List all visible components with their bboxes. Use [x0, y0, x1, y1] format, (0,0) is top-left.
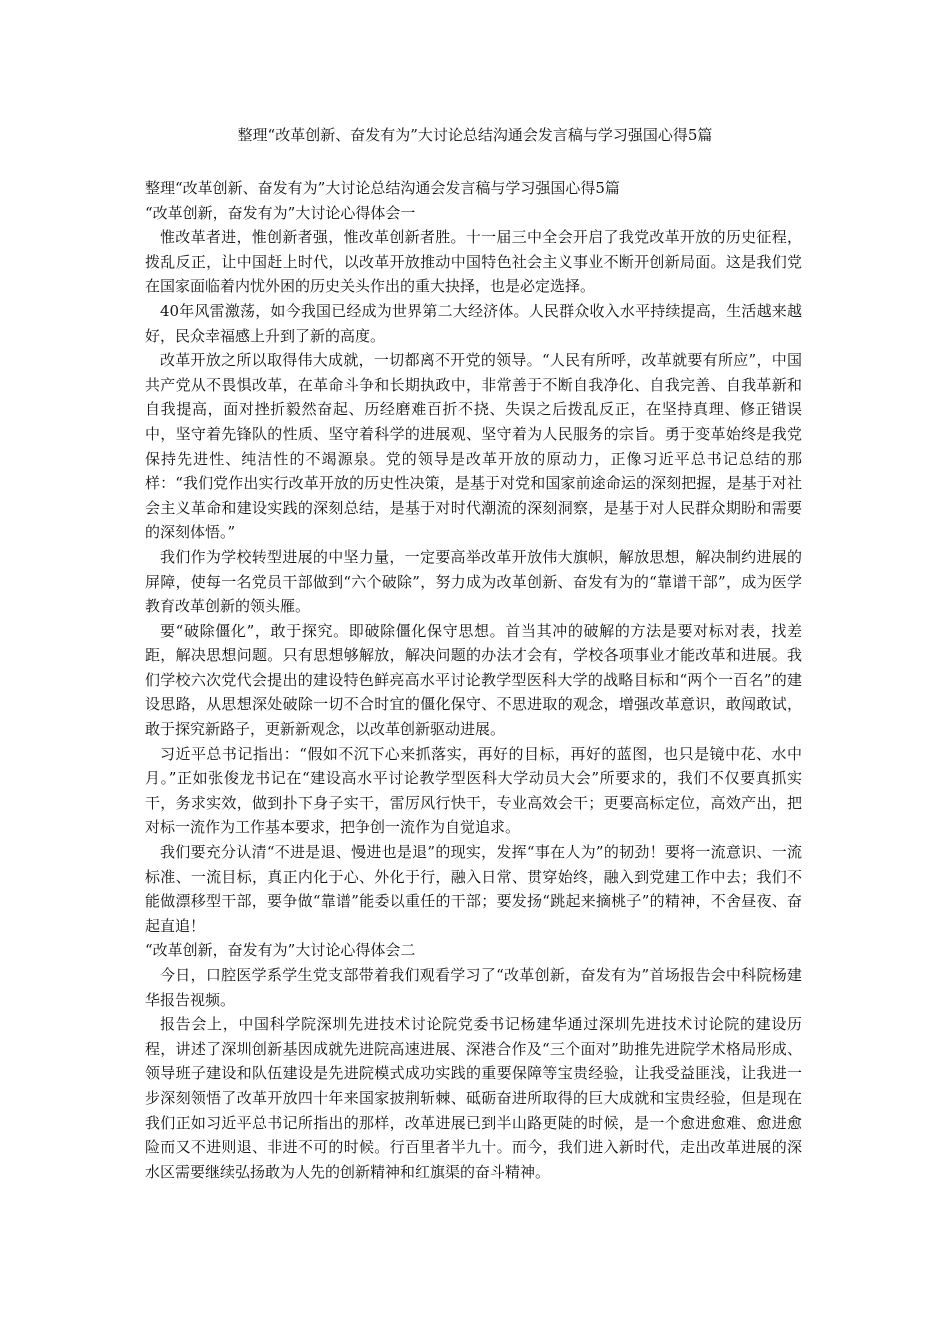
paragraph: 报告会上，中国科学院深圳先进技术讨论院党委书记杨建华通过深圳先进技术讨论院的建设历程，讲述了深圳创新基因成就先进院高速进展、深港合作及“三个面对”助推先进院学术格局形成、领导班子建设和队伍建设是先进院模式成功实践的重要保障等宝贵经验，让我受益匪浅，让我进一步深刻领悟了改革开放四十年来国家披荆斩棘、砥砺奋进所取得的巨大成就和宝贵经验，但是现在我们正如习近平总书记所指出的那样，改革进展已到半山路更陡的时候，是一个愈进愈难、愈进愈险而又不进则退、非进不可的时候。行百里者半九十。而今，我们进入新时代，走出改革进展的深水区需要继续弘扬敢为人先的创新精神和红旗渠的奋斗精神。 [145, 1015, 802, 1181]
paragraph: 习近平总书记指出：“假如不沉下心来抓落实，再好的目标，再好的蓝图，也只是镜中花、水中月。”正如张俊龙书记在“建设高水平讨论教学型医科大学动员大会”所要求的，我们不仅要真抓实干，务求实效，做到扑下身子实干，雷厉风行快干，专业高效会干；更要高标定位，高效产出，把对标一流作为工作基本要求，把争创一流作为自觉追求。 [145, 744, 802, 837]
paragraph: 改革开放之所以取得伟大成就，一切都离不开党的领导。“人民有所呼，改革就要有所应”，中国共产党从不畏惧改革，在革命斗争和长期执政中，非常善于不断自我净化、自我完善、自我革新和自我提高，面对挫折毅然奋起、历经磨难百折不挠、失误之后拨乱反正，在坚持真理、修正错误中，坚守着先锋队的性质、坚守着科学的进展观、坚守着为人民服务的宗旨。勇于变革始终是我党保持先进性、纯洁性的不竭源泉。党的领导是改革开放的原动力，正像习近平总书记总结的那样：“我们党作出实行改革开放的历史性决策，是基于对党和国家前途命运的深刻把握，是基于对社会主义革命和建设实践的深刻总结，是基于对时代潮流的深刻洞察，是基于对人民群众期盼和需要的深刻体悟。” [145, 351, 802, 542]
document-body [145, 176, 802, 1184]
document-subtitle: 整理“改革创新、奋发有为”大讨论总结沟通会发言稿与学习强国心得5篇 [145, 179, 620, 197]
paragraph: 我们作为学校转型进展的中坚力量，一定要高举改革开放伟大旗帜，解放思想，解决制约进展的屏障，使每一名党员干部做到“六个破除”，努力成为改革创新、奋发有为的“靠谱干部”，成为医学教育改革创新的领头雁。 [145, 547, 802, 616]
section-heading-2: “改革创新，奋发有为”大讨论心得体会二 [145, 941, 416, 960]
section-heading-1: “改革创新，奋发有为”大讨论心得体会一 [145, 203, 416, 222]
paragraph: 我们要充分认清“不进是退、慢进也是退”的现实，发挥“事在人为”的韧劲！要将一流意识、一流标准、一流目标，真正内化于心、外化于行，融入日常、贯穿始终，融入到党建工作中去；我们不能做漂移型干部，要争做“靠谱”能委以重任的干部；要发扬“跳起来摘桃子”的精神，不舍昼夜、奋起直追！ [145, 843, 802, 935]
paragraph: 要“破除僵化”，敢于探究。即破除僵化保守思想。首当其冲的破解的方法是要对标对表，找差距，解决思想问题。只有思想够解放，解决问题的办法才会有，学校各项事业才能改革和进展。我们学校六次党代会提出的建设特色鲜亮高水平讨论教学型医科大学的战略目标和“两个一百名”的建设思路，从思想深处破除一切不合时宜的僵化保守、不思进取的观念，增强改革意识，敢闯敢试，敢于探究新路子，更新新观念，以改革创新驱动进展。 [145, 621, 802, 739]
paragraph: 40年风雷激荡，如今我国已经成为世界第二大经济体。人民群众收入水平持续提高，生活越来越好，民众幸福感上升到了新的高度。 [145, 301, 802, 345]
paragraph: 今日，口腔医学系学生党支部带着我们观看学习了“改革创新，奋发有为”首场报告会中科院杨建华报告视频。 [145, 966, 802, 1009]
document-title: 整理“改革创新、奋发有为”大讨论总结沟通会发言稿与学习强国心得5篇 [237, 126, 713, 144]
paragraph: 惟改革者进，惟创新者强，惟改革创新者胜。十一届三中全会开启了我党改革开放的历史征程，拨乱反正，让中国赶上时代，以改革开放推动中国特色社会主义事业不断开创新局面。这是我们党在国家面临着内忧外困的历史关头作出的重大抉择，也是必定选择。 [145, 228, 802, 296]
